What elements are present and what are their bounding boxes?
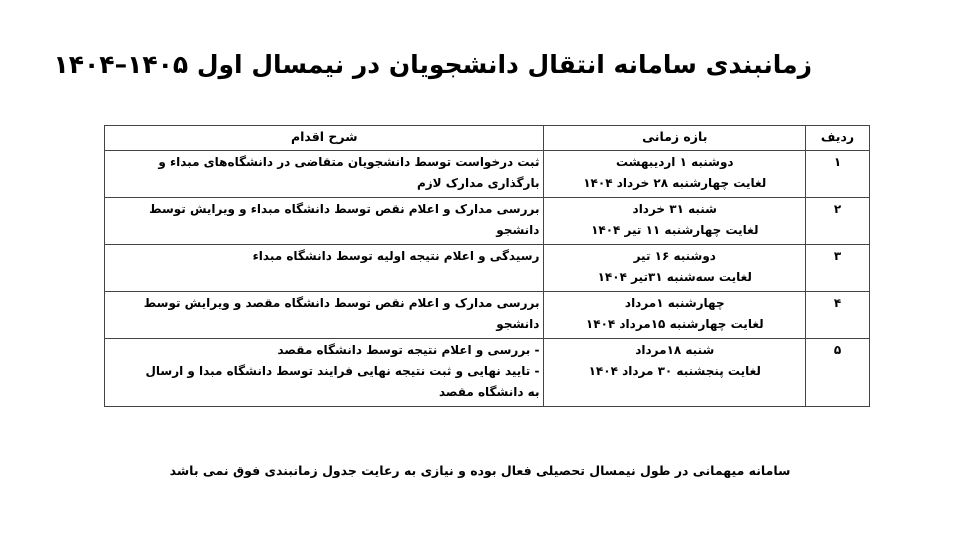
row-time-range bbox=[544, 198, 806, 245]
header-index: ردیف bbox=[806, 126, 870, 151]
schedule-table bbox=[104, 125, 870, 407]
row-description bbox=[105, 292, 544, 339]
row-description bbox=[105, 339, 544, 407]
description-line: ثبت درخواست توسط دانشجویان متقاضی در دانشگاه‌های مبداء و bbox=[158, 155, 540, 169]
row-index: ۲ bbox=[806, 198, 870, 245]
table-row bbox=[105, 151, 870, 198]
time-end: لغایت پنجشنبه ۳۰ مرداد ۱۴۰۴ bbox=[588, 364, 761, 378]
description-line: به دانشگاه مقصد bbox=[438, 385, 540, 399]
row-description bbox=[105, 198, 544, 245]
time-start: دوشنبه ۱ اردیبهشت bbox=[615, 155, 734, 169]
description-line: رسیدگی و اعلام نتیجه اولیه توسط دانشگاه مبداء bbox=[252, 249, 540, 263]
row-description bbox=[105, 151, 544, 198]
header-time-range: بازه زمانی bbox=[544, 126, 806, 151]
table-row bbox=[105, 339, 870, 407]
row-index: ۵ bbox=[806, 339, 870, 407]
row-time-range bbox=[544, 292, 806, 339]
row-index: ۱ bbox=[806, 151, 870, 198]
description-line: - تایید نهایی و ثبت نتیجه نهایی فرایند توسط دانشگاه مبدا و ارسال bbox=[145, 364, 540, 378]
time-start: چهارشنبه ۱مرداد bbox=[624, 296, 725, 310]
footer-note: سامانه میهمانی در طول نیمسال تحصیلی فعال بوده و نیازی به رعایت جدول زمانبندی فوق نمی باشد bbox=[169, 463, 791, 478]
row-index: ۴ bbox=[806, 292, 870, 339]
time-end: لغایت سه‌شنبه ۳۱تیر ۱۴۰۴ bbox=[597, 270, 752, 284]
time-end: لغایت چهارشنبه ۱۵مرداد ۱۴۰۴ bbox=[585, 317, 764, 331]
time-end: لغایت چهارشنبه ۲۸ خرداد ۱۴۰۴ bbox=[583, 176, 767, 190]
time-start: شنبه ۳۱ خرداد bbox=[632, 202, 717, 216]
row-time-range bbox=[544, 151, 806, 198]
row-time-range bbox=[544, 245, 806, 292]
page-title: زمانبندی سامانه انتقال دانشجویان در نیمسال اول ۱۴۰۵–۱۴۰۴ bbox=[53, 50, 812, 79]
table-row bbox=[105, 245, 870, 292]
row-description bbox=[105, 245, 544, 292]
time-start: شنبه ۱۸مرداد bbox=[635, 343, 715, 357]
time-start: دوشنبه ۱۶ تیر bbox=[633, 249, 716, 263]
description-line: دانشجو bbox=[496, 223, 540, 237]
table-row bbox=[105, 198, 870, 245]
table-row bbox=[105, 292, 870, 339]
description-line: دانشجو bbox=[496, 317, 540, 331]
description-line: بررسی مدارک و اعلام نقص توسط دانشگاه مبداء و ویرایش توسط bbox=[149, 202, 540, 216]
row-time-range bbox=[544, 339, 806, 407]
header-description: شرح اقدام bbox=[105, 126, 544, 151]
description-line: بارگذاری مدارک لازم bbox=[416, 176, 540, 190]
row-index: ۳ bbox=[806, 245, 870, 292]
table-header-row bbox=[105, 126, 870, 151]
description-line: بررسی مدارک و اعلام نقص توسط دانشگاه مقصد و ویرایش توسط bbox=[143, 296, 540, 310]
description-line: - بررسی و اعلام نتیجه توسط دانشگاه مقصد bbox=[277, 343, 540, 357]
time-end: لغایت چهارشنبه ۱۱ تیر ۱۴۰۴ bbox=[591, 223, 759, 237]
